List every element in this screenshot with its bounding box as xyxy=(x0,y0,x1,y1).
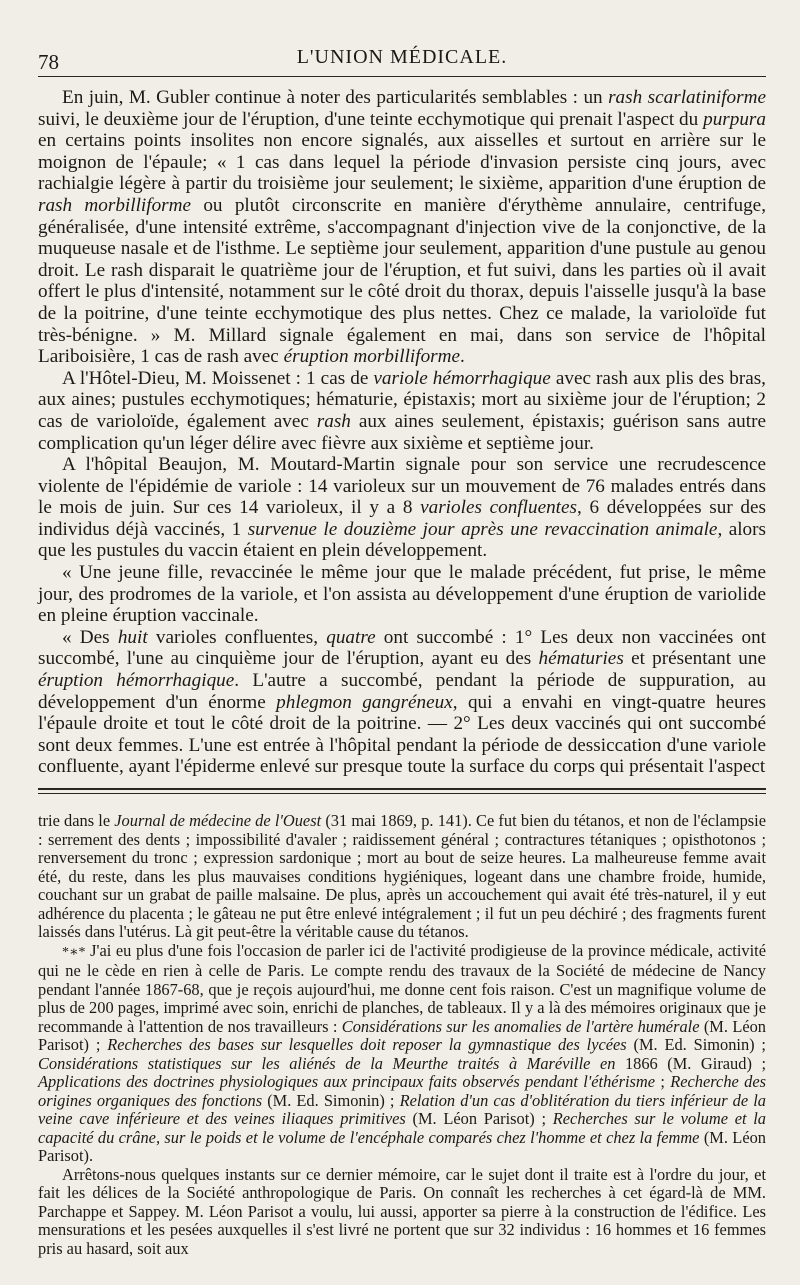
page-number: 78 xyxy=(38,50,59,74)
note-nancy: *∗* J'ai eu plus d'une fois l'occasion de parler ici de l'activité prodigieuse de la province médicale, activité qui ne le cède en rien à celle de Paris. Le compte rendu des travaux de la Société de médecine de Nancy pendant l'année 1867-68, que je reçois aujourd'hui, me donne cent fois raison. C'est un magnifique volume de plus de 200 pages, imprimé avec soin, enrichi de planches, de tableaux. Il y a là des mémoires originaux que je recommande à l'attention de nos travailleurs : Considérations sur les anomalies de l'artère humérale (M. Léon Parisot) ; Recherches des bases sur lesquelles doit reposer la gymnastique des lycées (M. Ed. Simonin) ; Considérations statistiques sur les aliénés de la Meurthe traités à Maréville en 1866 (M. Giraud) ; Applications des doctrines physiologiques aux principaux faits observés pendant l'éthérisme ; Recherche des origines organiques des fonctions (M. Ed. Simonin) ; Relation d'un cas d'oblitération du tiers inférieur de la veine cave inférieure et des veines iliaques primitives (M. Léon Parisot) ; Recherches sur le volume et la capacité du crâne, sur le poids et le volume de l'encéphale comparés chez l'homme et chez la femme (M. Léon Parisot). xyxy=(38,940,767,1165)
header-rule xyxy=(38,76,766,77)
page-header xyxy=(38,40,766,74)
running-title: L'UNION MÉDICALE. xyxy=(296,46,508,68)
feuilleton-text xyxy=(38,812,766,1258)
paragraph-gubler: En juin, M. Gubler continue à noter des particularités semblables : un rash scarlatiniforme suivi, le deuxième jour de l'éruption, d'une teinte ecchymotique qui prenait l'aspect du purpura en certains points insolites non encore signalés, aux aisselles et surtout en arrière sur le moignon de l'épaule; « 1 cas dans lequel la période d'invasion persiste cinq jours, avec rachialgie légère à partir du troisième jour seulement; le sixième, apparition d'une éruption de rash morbilliforme ou plutôt circonscrite en manière d'érythème annulaire, centrifuge, généralisée, d'une intensité extrême, s'accompagnant d'injection vive de la conjonctive, de la muqueuse nasale et de l'isthme. Le septième jour seulement, apparition d'une pustule au genou droit. Le rash disparait le quatrième jour de l'éruption, et fut suivi, dans les parties où il avait offert le plus d'intensité, notamment sur le côté droit du thorax, depuis l'aisselle jusqu'à la base de la poitrine, d'une teinte ecchymotique des plus nettes. Chez ce malade, la varioloïde fut très-bénigne. » M. Millard signale également en mai, dans son service de l'hôpital Lariboisière, 1 cas de rash avec éruption morbilliforme. xyxy=(38,87,766,368)
section-rule-thin xyxy=(38,793,766,794)
section-rule-thick xyxy=(38,788,766,790)
book-page xyxy=(38,40,766,1258)
note-memoire: Arrêtons-nous quelques instants sur ce dernier mémoire, car le sujet dont il traite est à l'ordre du jour, et fait les délices de la Société anthropologique de Paris. On connaît les recherches à cet égard-là de MM. Parchappe et Sappey. M. Léon Parisot a voulu, lui aussi, apporter sa pierre à la construction de l'édifice. Les mensurations et les pesées auxquelles il s'est livré ne portent que sur 32 individus : 16 hommes et 16 femmes pris au hasard, soit aux xyxy=(38,1164,766,1258)
paragraph-huit-varioles: « Des huit varioles confluentes, quatre ont succombé : 1° Les deux non vaccinées ont succombé, l'une au cinquième jour de l'éruption, ayant eu des hématuries et présentant une éruption hémorrhagique. L'autre a succombé, pendant la période de suppuration, au développement d'un énorme phlegmon gangréneux, qui a envahi en vingt-quatre heures l'épaule droite et tout le côté droit de la poitrine. — 2° Les deux vaccinés qui ont succombé sont deux femmes. L'une est entrée à l'hôpital pendant la période de dessiccation d'une variole confluente, ayant l'épiderme enlevé sur presque toute la surface du corps qui présentait l'aspect xyxy=(38,626,767,778)
paragraph-beaujon: A l'hôpital Beaujon, M. Moutard-Martin signale pour son service une recrudescence violente de l'épidémie de variole : 14 varioleux sur un mouvement de 76 malades entrés dans le mois de juin. Sur ces 14 varioleux, il y a 8 varioles confluentes, 6 développées sur des individus déjà vaccinés, 1 survenue le douzième jour après une revaccination animale, alors que les pustules du vaccin étaient en plein développement. xyxy=(38,454,766,562)
paragraph-jeune-fille: « Une jeune fille, revaccinée le même jour que le malade précédent, fut prise, le même jour, des prodromes de la variole, et l'on assista au développement d'une éruption de variolide en pleine éruption vaccinale. xyxy=(38,562,766,627)
note-tetanos: trie dans le Journal de médecine de l'Ouest (31 mai 1869, p. 141). Ce fut bien du tétanos, et non de l'éclampsie : serrement des dents ; impossibilité d'avaler ; raidissement général ; contractures tétaniques ; opisthotonos ; renversement du tronc ; expression sardonique ; mort au bout de seize heures. La malheureuse femme avait été, du reste, dans les plus mauvaises conditions hygiéniques, logeant dans une chambre froide, humide, couchant sur un grabat de paille malsaine. De plus, après un accouchement qui avait été très-naturel, il y eut adhérence du placenta ; le gâteau ne put être enlevé intégralement ; il fut un peu déchiré ; des fragments furent laissés dans l'utérus. Là git peut-être la véritable cause du tétanos. xyxy=(38,811,766,941)
main-text xyxy=(38,87,766,778)
asterism-icon: *∗* xyxy=(62,944,86,960)
paragraph-hotel-dieu: A l'Hôtel-Dieu, M. Moissenet : 1 cas de variole hémorrhagique avec rash aux plis des bras, aux aines; pustules ecchymotiques; hématurie, épistaxis; mort au sixième jour de l'éruption; 2 cas de varioloïde, également avec rash aux aines seulement, épistaxis; guérison sans autre complication qu'un léger délire avec fièvre aux sixième et septième jour. xyxy=(38,367,766,454)
